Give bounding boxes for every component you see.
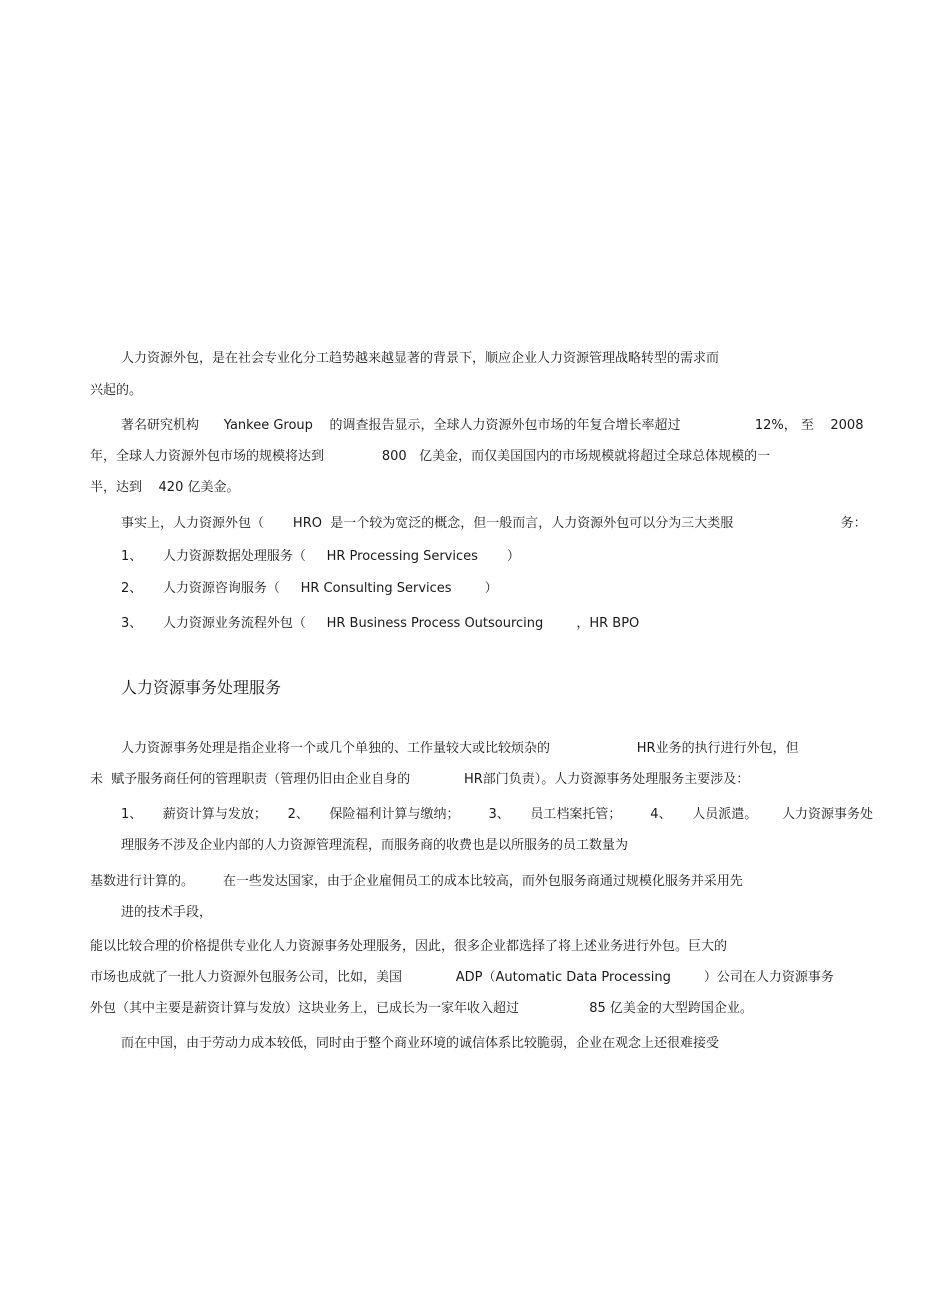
intro-paragraph-2-line-2: 年，全球人力资源外包市场的规模将达到 800 亿美金，而仅美国国内的市场规模就将超过全球总体规模的一	[90, 449, 771, 464]
intro-paragraph-2-line-3: 半，达到 420 亿美金。	[90, 480, 240, 495]
intro-paragraph-1-line-2: 兴起的。	[90, 383, 143, 398]
section-line-4: 理服务不涉及企业内部的人力资源管理流程，而服务商的收费也是以所服务的员工数量为	[121, 838, 629, 853]
section-line-9: 外包（其中主要是薪资计算与发放）这块业务上，已成长为一家年收入超过 85 亿美金的大型跨国企业。	[90, 1001, 753, 1016]
list-item: 1、 人力资源数据处理服务（ HR Processing Services ）	[121, 549, 520, 564]
section-line-7: 能以比较合理的价格提供专业化人力资源事务处理服务，因此，很多企业都选择了将上述业务进行外包。巨大的	[90, 939, 728, 954]
section-line-10: 而在中国，由于劳动力成本较低，同时由于整个商业环境的诚信体系比较脆弱，企业在观念上还很难接受	[121, 1036, 720, 1051]
section-heading: 人力资源事务处理服务	[121, 678, 282, 697]
list-item: 3、 人力资源业务流程外包（ HR Business Process Outsourcing ，HR BPO	[121, 616, 640, 631]
section-line-2: 未 赋予服务商任何的管理职责（管理仍旧由企业自身的 HR部门负责）。人力资源事务处理服务主要涉及：	[90, 772, 750, 787]
section-line-3: 1、 薪资计算与发放； 2、 保险福利计算与缴纳； 3、 员工档案托管； 4、 人员派遣。 人力资源事务处	[121, 807, 874, 822]
intro-paragraph-2-line-1: 著名研究机构 Yankee Group 的调查报告显示，全球人力资源外包市场的年复合增长率超过 12%， 至 2008	[121, 418, 864, 433]
intro-paragraph-1-line-1: 人力资源外包，是在社会专业化分工趋势越来越显著的背景下，顺应企业人力资源管理战略转型的需求而	[121, 351, 720, 366]
section-line-6: 进的技术手段，	[121, 905, 213, 920]
section-line-8: 市场也成就了一批人力资源外包服务公司，比如，美国 ADP（Automatic Data Processing ）公司在人力资源事务	[90, 970, 834, 985]
intro-paragraph-3-line-1: 事实上，人力资源外包（ HRO 是一个较为宽泛的概念，但一般而言，人力资源外包可以分为三大类服 务：	[121, 516, 867, 531]
section-line-1: 人力资源事务处理是指企业将一个或几个单独的、工作量较大或比较烦杂的 HR业务的执行进行外包，但	[121, 741, 799, 756]
section-line-5: 基数进行计算的。 在一些发达国家，由于企业雇佣员工的成本比较高，而外包服务商通过规模化服务并采用先	[90, 874, 743, 889]
list-item: 2、 人力资源咨询服务（ HR Consulting Services ）	[121, 581, 498, 596]
